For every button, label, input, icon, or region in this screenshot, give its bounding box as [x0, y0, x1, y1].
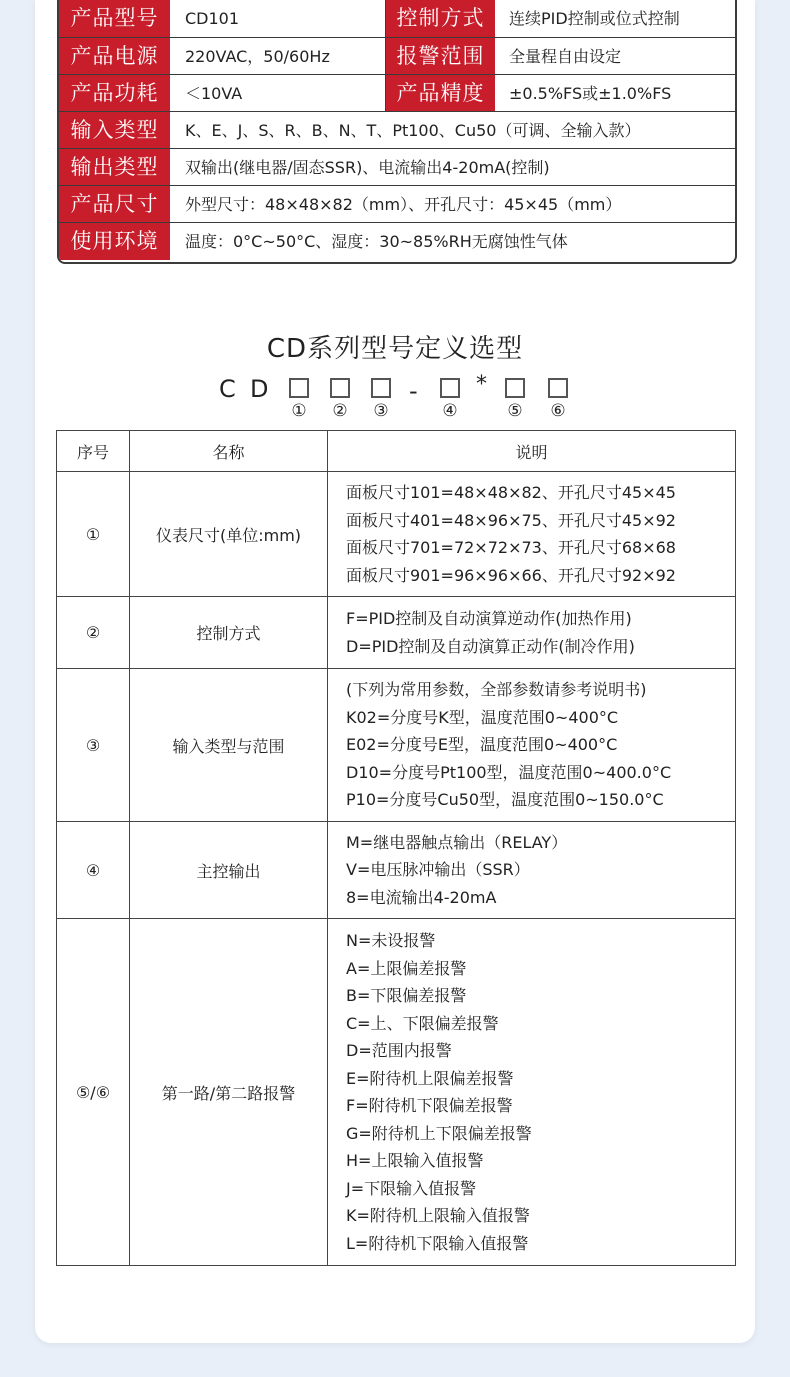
- code-box: [371, 378, 391, 398]
- spec-label: 控制方式: [385, 0, 495, 37]
- code-letter-c: C: [219, 375, 236, 403]
- description-line: P10=分度号Cu50型，温度范围0~150.0°C: [346, 790, 664, 810]
- description-line: E02=分度号E型，温度范围0~400°C: [346, 735, 618, 755]
- description-line: G=附待机上下限偏差报警: [346, 1123, 532, 1143]
- row-description: [328, 669, 736, 822]
- spec-row: [59, 185, 735, 223]
- row-name: 控制方式: [130, 597, 328, 669]
- description-line: 面板尺寸701=72×72×73、开孔尺寸68×68: [346, 538, 676, 557]
- description-line: J=下限输入值报警: [346, 1178, 477, 1198]
- code-marker: ⑤: [507, 401, 523, 421]
- model-definition-table: [56, 430, 736, 1266]
- code-marker: ⑥: [550, 401, 566, 421]
- description-line: B=下限偏差报警: [346, 986, 467, 1005]
- description-line: F=附待机下限偏差报警: [346, 1096, 513, 1115]
- spec-value: ＜10VA: [171, 75, 386, 112]
- description-line: C=上、下限偏差报警: [346, 1013, 499, 1033]
- spec-value: 连续PID控制或位式控制: [509, 9, 680, 28]
- description-line: E=附待机上限偏差报警: [346, 1068, 514, 1088]
- row-number: ⑤/⑥: [57, 919, 130, 1266]
- spec-value: ±0.5%FS或±1.0%FS: [509, 84, 672, 103]
- row-number: ②: [57, 597, 130, 669]
- description-line: N=未设报警: [346, 931, 436, 950]
- description-line: (下列为常用参数，全部参数请参考说明书): [346, 680, 647, 700]
- row-description: [328, 472, 736, 597]
- column-header: 名称: [130, 431, 328, 472]
- description-line: L=附待机下限输入值报警: [346, 1233, 529, 1253]
- description-line: K=附待机上限输入值报警: [346, 1206, 530, 1225]
- row-description: [328, 597, 736, 669]
- description-line: M=继电器触点输出（RELAY）: [346, 832, 568, 852]
- row-name: 主控输出: [130, 822, 328, 919]
- spec-label: 输入类型: [59, 112, 170, 149]
- code-marker: ②: [332, 401, 348, 421]
- description-line: F=PID控制及自动演算逆动作(加热作用): [346, 609, 632, 628]
- description-line: D=范围内报警: [346, 1041, 452, 1060]
- spec-value: K、E、J、S、R、B、N、T、Pt100、Cu50（可调、全输入款）: [185, 121, 641, 140]
- spec-row: [59, 0, 735, 37]
- description-line: 面板尺寸401=48×96×75、开孔尺寸45×92: [346, 510, 676, 530]
- model-title: CD系列型号定义选型: [266, 334, 524, 364]
- code-letter-d: D: [250, 375, 269, 403]
- table-row: [57, 597, 736, 669]
- spec-value: 220VAC，50/60Hz: [171, 38, 386, 75]
- spec-label: 产品功耗: [59, 75, 170, 112]
- description-line: A=上限偏差报警: [346, 958, 467, 978]
- code-marker: ④: [442, 401, 458, 421]
- spec-label: 报警范围: [385, 38, 495, 75]
- spec-row: [59, 37, 735, 75]
- description-line: V=电压脉冲输出（SSR）: [346, 860, 530, 880]
- spec-label: 产品型号: [59, 0, 170, 37]
- spec-label: 产品尺寸: [59, 186, 170, 223]
- row-description: [328, 822, 736, 919]
- code-marker: ③: [373, 401, 389, 421]
- spec-row: [59, 148, 735, 186]
- spec-value: 全量程自由设定: [509, 47, 622, 66]
- row-number: ④: [57, 822, 130, 919]
- row-name: 仪表尺寸(单位:mm): [130, 472, 328, 597]
- code-box: [548, 378, 568, 398]
- description-line: 8=电流输出4-20mA: [346, 887, 497, 907]
- spec-row: [59, 74, 735, 112]
- code-box: [289, 378, 309, 398]
- spec-label: 使用环境: [59, 223, 170, 260]
- description-line: 面板尺寸101=48×48×82、开孔尺寸45×45: [346, 483, 676, 502]
- table-row: [57, 472, 736, 597]
- code-box: [440, 378, 460, 398]
- description-line: 面板尺寸901=96×96×66、开孔尺寸92×92: [346, 565, 676, 585]
- code-marker: ①: [291, 401, 307, 421]
- description-line: D=PID控制及自动演算正动作(制冷作用): [346, 636, 635, 656]
- code-box: [330, 378, 350, 398]
- code-dash: -: [409, 377, 418, 405]
- row-number: ①: [57, 472, 130, 597]
- spec-label: 输出类型: [59, 149, 170, 186]
- code-star: *: [476, 372, 487, 397]
- table-row: [57, 822, 736, 919]
- spec-value: CD101: [171, 0, 386, 37]
- model-code-diagram: [0, 372, 790, 425]
- description-line: H=上限输入值报警: [346, 1151, 484, 1170]
- column-header: 说明: [328, 431, 736, 472]
- table-row: [57, 669, 736, 822]
- spec-row: [59, 111, 735, 149]
- table-row: [57, 919, 736, 1266]
- row-description: [328, 919, 736, 1266]
- code-box: [505, 378, 525, 398]
- spec-value: 外型尺寸：48×48×82（mm）、开孔尺寸：45×45（mm）: [185, 195, 622, 214]
- row-name: 第一路/第二路报警: [130, 919, 328, 1266]
- row-name: 输入类型与范围: [130, 669, 328, 822]
- row-number: ③: [57, 669, 130, 822]
- spec-row: [59, 222, 735, 260]
- spec-value: 温度：0°C~50°C、湿度：30~85%RH无腐蚀性气体: [185, 232, 568, 251]
- description-line: D10=分度号Pt100型，温度范围0~400.0°C: [346, 762, 672, 782]
- column-header: 序号: [57, 431, 130, 472]
- table-header-row: [57, 431, 736, 472]
- spec-label: 产品精度: [385, 75, 495, 112]
- spec-value: 双输出(继电器/固态SSR)、电流输出4-20mA(控制): [185, 158, 550, 177]
- description-line: K02=分度号K型，温度范围0~400°C: [346, 707, 619, 727]
- spec-label: 产品电源: [59, 38, 170, 75]
- spec-table: [57, 0, 737, 264]
